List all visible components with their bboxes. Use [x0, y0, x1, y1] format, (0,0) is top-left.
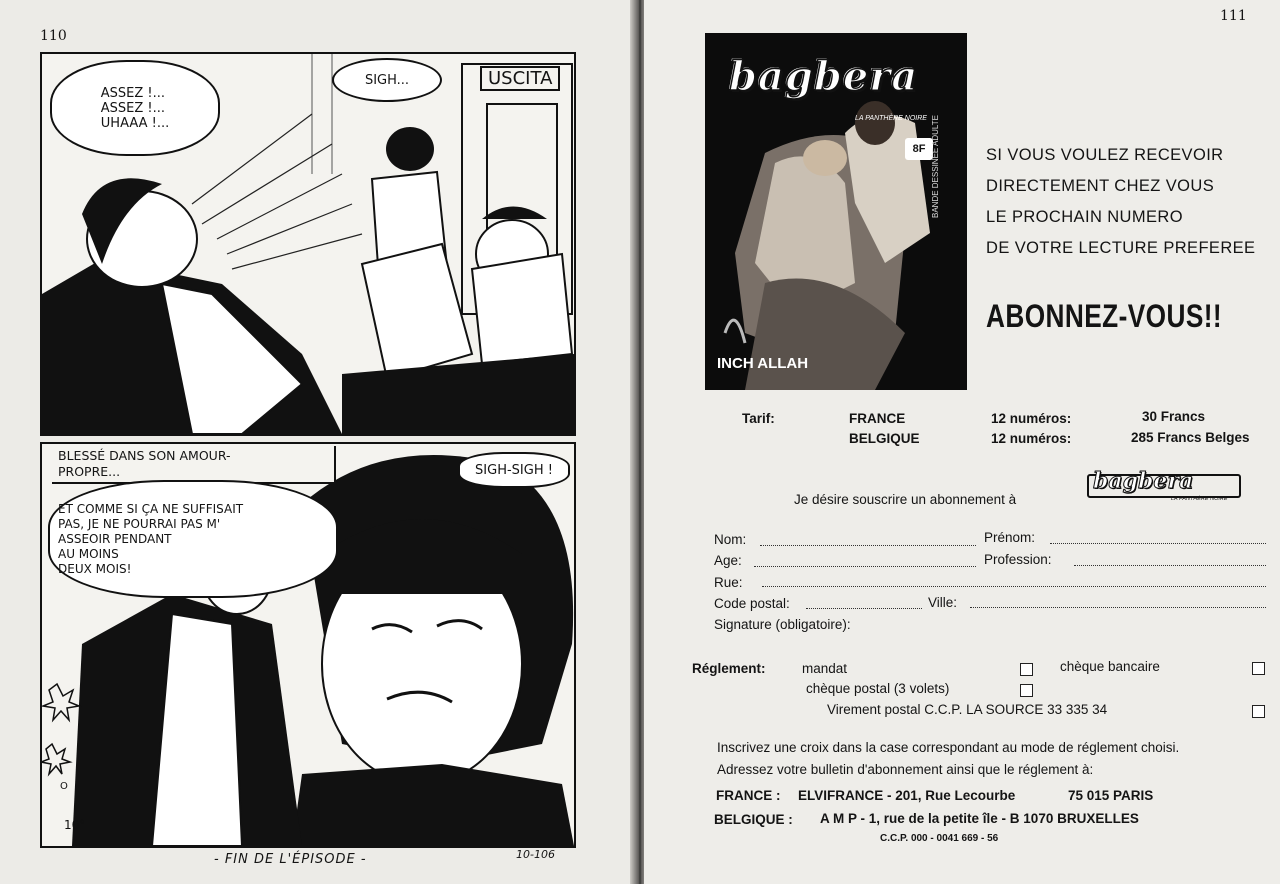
payment-cheque-bancaire-label: chèque bancaire — [1060, 659, 1160, 674]
form-label-code-postal: Code postal: — [714, 596, 790, 611]
form-field-nom[interactable] — [760, 545, 976, 546]
tarif-price: 30 Francs — [1142, 409, 1206, 424]
form-label-profession: Profession: — [984, 552, 1052, 567]
form-field-ville[interactable] — [970, 607, 1266, 608]
svg-text:10°: 10° — [64, 818, 86, 832]
ad-line: DE VOTRE LECTURE PREFEREE — [986, 239, 1256, 257]
payment-cheque-postal-label: chèque postal (3 volets) — [806, 681, 950, 696]
door-sign: USCITA — [480, 66, 560, 91]
form-label-age: Age: — [714, 553, 742, 568]
cover-title: INCH ALLAH — [717, 355, 809, 372]
speech-bubble-sigh-sigh — [458, 452, 570, 488]
speech-text-assez: ASSEZ !... ASSEZ !... UHAAA !... — [100, 85, 170, 131]
tarif-price: 285 Francs Belges — [1131, 430, 1250, 445]
ad-line: DIRECTEMENT CHEZ VOUS — [986, 177, 1215, 195]
ad-text — [986, 140, 1255, 264]
speech-bubble-assez — [50, 60, 220, 156]
cover-logo: bagbera — [729, 53, 919, 100]
address-france-city: 75 015 PARIS — [1068, 788, 1154, 803]
address-belgique: A M P - 1, rue de la petite île - B 1070 BRUXELLES — [820, 811, 1139, 826]
form-field-age[interactable] — [754, 566, 976, 567]
form-label-signature: Signature (obligatoire): — [714, 617, 851, 632]
payment-virement-checkbox[interactable] — [1252, 705, 1265, 718]
magazine-cover — [705, 33, 967, 390]
tarif-country: FRANCE — [849, 411, 906, 426]
comic-panel-bottom — [40, 442, 576, 848]
address-france-label: FRANCE : — [716, 788, 781, 803]
cover-subtitle: LA PANTHÈRE NOIRE — [855, 115, 927, 122]
speech-text-thought: ET COMME SI ÇA NE SUFFISAIT PAS, JE NE POURRAI PAS M' ASSEOIR PENDANT AU MOINS DEUX MOIS! — [58, 501, 244, 576]
tarif-issues: 12 numéros: — [991, 411, 1072, 426]
svg-text:O: O — [60, 781, 68, 792]
address-france: ELVIFRANCE - 201, Rue Lecourbe — [798, 788, 1016, 803]
speech-bubble-sigh — [332, 58, 442, 102]
cover-badge: 8F — [905, 138, 933, 160]
form-label-ville: Ville: — [928, 595, 958, 610]
payment-cheque-bancaire-checkbox[interactable] — [1252, 662, 1265, 675]
mini-logo — [1087, 468, 1237, 504]
cover-side-text: BANDE DESSINÉE ADULTE — [931, 115, 940, 218]
page-number-left: 110 — [40, 28, 67, 44]
form-label-prenom: Prénom: — [984, 530, 1036, 545]
page-number-right: 111 — [1220, 8, 1247, 24]
tarif-country: BELGIQUE — [849, 431, 920, 446]
caption-blesse: BLESSÉ DANS SON AMOUR- PROPRE... — [52, 446, 336, 484]
speech-text-sigh-sigh: SIGH-SIGH ! — [475, 462, 553, 478]
instruction-line: Adressez votre bulletin d'abonnement ainsi que le réglement à: — [717, 762, 1094, 777]
form-field-code-postal[interactable] — [806, 608, 922, 609]
speech-bubble-thought — [48, 480, 338, 598]
form-field-rue[interactable] — [762, 586, 1266, 587]
subscribe-headline: ABONNEZ-VOUS!! — [986, 298, 1223, 334]
payment-cheque-postal-checkbox[interactable] — [1020, 684, 1033, 697]
tarif-issues: 12 numéros: — [991, 431, 1072, 446]
subscribe-line: Je désire souscrire un abonnement à — [794, 492, 1017, 507]
episode-end-label: - FIN DE L'ÉPISODE - — [214, 852, 367, 867]
form-label-nom: Nom: — [714, 532, 747, 547]
comic-panel-top — [40, 52, 576, 436]
form-label-rue: Rue: — [714, 575, 743, 590]
tarif-label: Tarif: — [742, 411, 775, 426]
mini-logo-text: bagbera — [1093, 468, 1194, 494]
ccp-number: C.C.P. 000 - 0041 669 - 56 — [880, 833, 999, 844]
payment-mandat-label: mandat — [802, 661, 848, 676]
ad-line: SI VOUS VOULEZ RECEVOIR — [986, 146, 1224, 164]
instruction-line: Inscrivez une croix dans la case correspondant au mode de réglement choisi. — [717, 740, 1180, 755]
form-field-profession[interactable] — [1074, 565, 1266, 566]
ad-line: LE PROCHAIN NUMERO — [986, 208, 1183, 226]
right-page — [644, 0, 1280, 884]
speech-text-sigh: SIGH... — [364, 72, 410, 88]
payment-mandat-checkbox[interactable] — [1020, 663, 1033, 676]
payment-virement-label: Virement postal C.C.P. LA SOURCE 33 335 34 — [827, 702, 1108, 717]
page-code: 10-106 — [516, 848, 555, 861]
address-belgique-label: BELGIQUE : — [714, 812, 793, 827]
payment-label: Réglement: — [692, 661, 766, 676]
mini-logo-sub: LA PANTHÈRE NOIRE — [1171, 496, 1228, 502]
form-field-prenom[interactable] — [1050, 543, 1266, 544]
